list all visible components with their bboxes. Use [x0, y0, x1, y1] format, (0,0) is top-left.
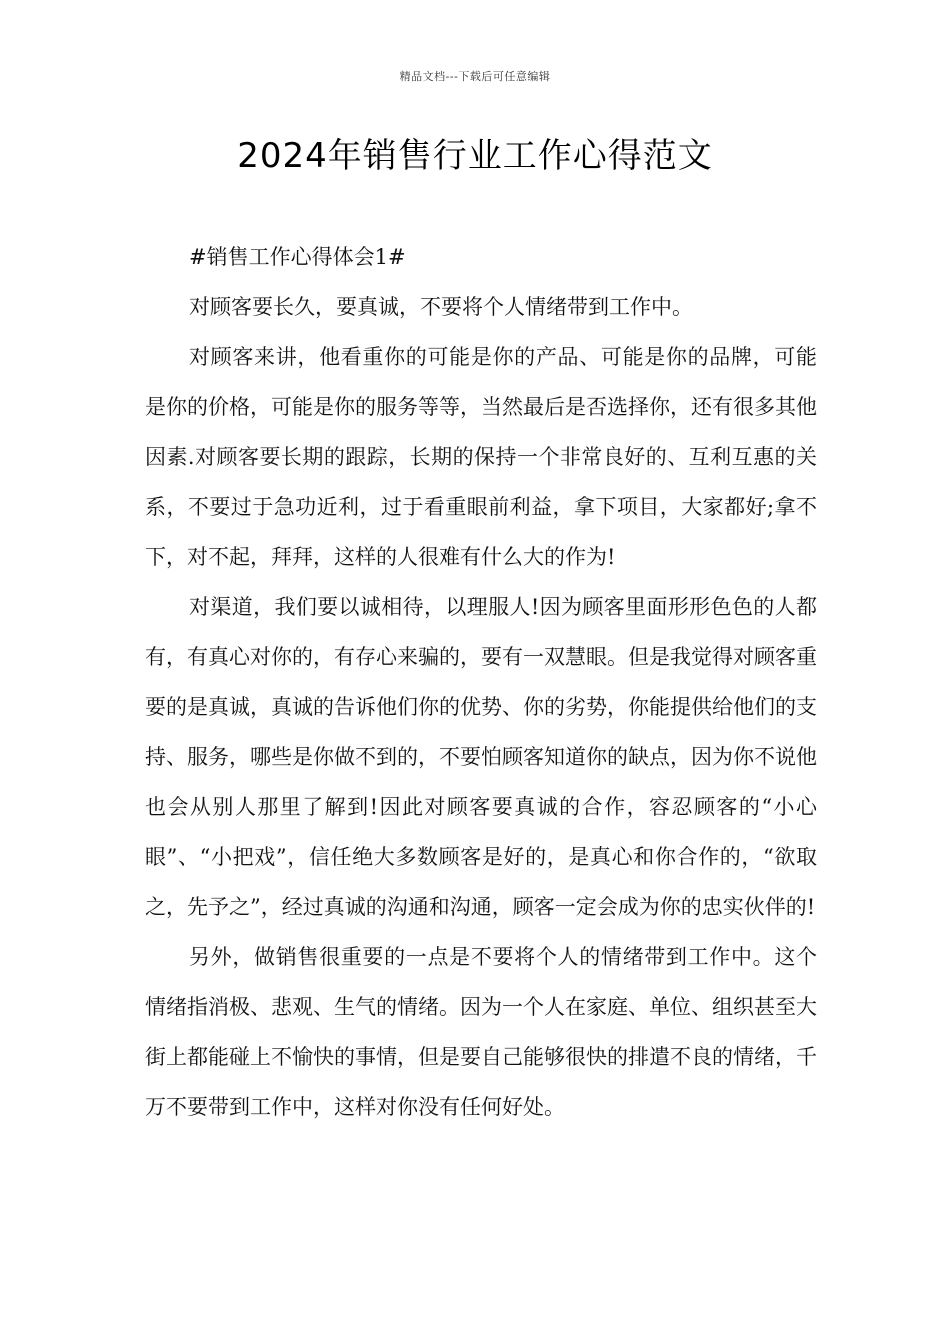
paragraph: 对顾客来讲，他看重你的可能是你的产品、可能是你的品牌，可能是你的价格，可能是你的服务等等，当然最后是否选择你，还有很多其他因素.对顾客要长期的跟踪，长期的保持一个非常良好的、互利互惠的关系，不要过于急功近利，过于看重眼前利益，拿下项目，大家都好;拿不下，对不起，拜拜，这样的人很难有什么大的作为! [145, 345, 817, 569]
document-body [145, 232, 817, 1132]
header-note: 精品文档---下载后可任意编辑 [399, 70, 551, 83]
paragraph: 对顾客要长久，要真诚，不要将个人情绪带到工作中。 [189, 295, 693, 319]
paragraph: 对渠道，我们要以诚相待，以理服人!因为顾客里面形形色色的人都有，有真心对你的，有存心来骗的，要有一双慧眼。但是我觉得对顾客重要的是真诚，真诚的告诉他们你的优势、你的劣势，你能提供给他们的支持、服务，哪些是你做不到的，不要怕顾客知道你的缺点，因为你不说他也会从别人那里了解到!因此对顾客要真诚的合作，容忍顾客的“小心眼”、“小把戏”，信任绝大多数顾客是好的，是真心和你合作的，“欲取之，先予之”，经过真诚的沟通和沟通，顾客一定会成为你的忠实伙伴的! [145, 595, 817, 919]
document-title: 2024年销售行业工作心得范文 [237, 136, 713, 176]
section-heading: #销售工作心得体会1# [189, 245, 406, 269]
paragraph: 另外，做销售很重要的一点是不要将个人的情绪带到工作中。这个情绪指消极、悲观、生气的情绪。因为一个人在家庭、单位、组织甚至大街上都能碰上不愉快的事情，但是要自己能够很快的排遣不良的情绪，千万不要带到工作中，这样对你没有任何好处。 [145, 945, 817, 1119]
